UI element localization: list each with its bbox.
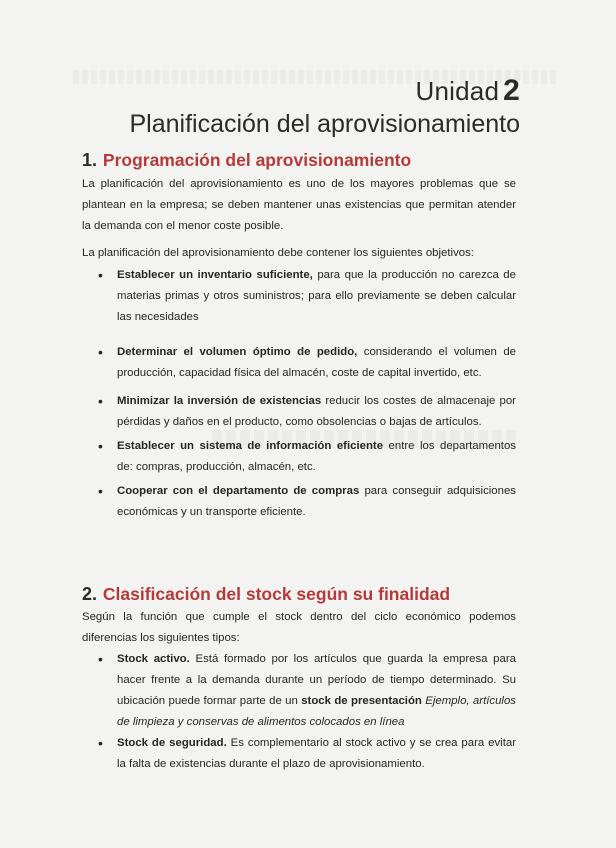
objective-text: para conseguir adquisiciones económicas y un transporte eficiente. — [117, 485, 516, 518]
objectives-list — [96, 265, 516, 523]
section-1-paragraph-2: La planificación del aprovisionamiento debe contener los siguientes objetivos: — [82, 247, 474, 259]
stock-type-example: Ejemplo, artículos de limpieza y conservas de alimentos colocados en línea — [117, 695, 516, 728]
objective-text: considerando el volumen de producción, capacidad física del almacén, coste de capital invertido, etc. — [117, 346, 516, 379]
page-title: Planificación del aprovisionamiento — [129, 110, 520, 138]
unit-label — [416, 74, 520, 108]
list-item — [96, 391, 516, 433]
section-2-title: Clasificación del stock según su finalidad — [102, 584, 451, 604]
list-item — [96, 649, 516, 733]
stock-type-text: Es complementario al stock activo y se crea para evitar la falta de existencias durante el plazo de aprovisionamiento. — [117, 737, 516, 770]
objective-bold: Establecer un inventario suficiente, — [117, 269, 313, 281]
unit-number: 2 — [503, 74, 520, 107]
stock-type-bold: Stock de seguridad. — [117, 737, 227, 749]
section-2-heading — [82, 584, 450, 605]
objective-bold: Determinar el volumen óptimo de pedido, — [117, 346, 358, 358]
objective-bold: Establecer un sistema de información eficiente — [117, 440, 384, 452]
list-item — [96, 481, 516, 523]
list-item — [96, 342, 516, 384]
list-item — [96, 733, 516, 775]
stock-type-bold-2: stock de presentación — [301, 695, 422, 707]
objective-bold: Minimizar la inversión de existencias — [117, 395, 322, 407]
stock-types-list — [96, 649, 516, 775]
objective-text: para que la producción no carezca de materias primas y otros suministros; para ello previamente se deben calcular las necesidades — [117, 269, 516, 323]
section-1-title: Programación del aprovisionamiento — [102, 150, 412, 170]
section-1-paragraph-1: La planificación del aprovisionamiento es uno de los mayores problemas que se plantean en la empresa; se deben mantener unas existencias que permitan atender la demanda con el menor coste posible. — [82, 178, 516, 232]
section-2-number: 2. — [82, 584, 98, 604]
list-item — [96, 436, 516, 478]
unit-word: Unidad — [415, 76, 500, 106]
objective-text: reducir los costes de almacenaje por pérdidas y daños en el producto, como obsolencias o bajas de artículos. — [117, 395, 516, 428]
section-1-heading — [82, 150, 411, 171]
stock-type-text: Está formado por los artículos que guarda la empresa para hacer frente a la demanda durante un período de tiempo determinado. Su ubicación puede formar parte de un — [117, 653, 516, 707]
objective-text: entre los departamentos de: compras, producción, almacén, etc. — [117, 440, 516, 473]
objective-bold: Cooperar con el departamento de compras — [117, 485, 360, 497]
list-item — [96, 265, 516, 328]
section-2-intro: Según la función que cumple el stock dentro del ciclo económico podemos diferencias los siguientes tipos: — [82, 611, 516, 644]
stock-type-bold: Stock activo. — [117, 653, 190, 665]
section-1-number: 1. — [82, 150, 98, 170]
